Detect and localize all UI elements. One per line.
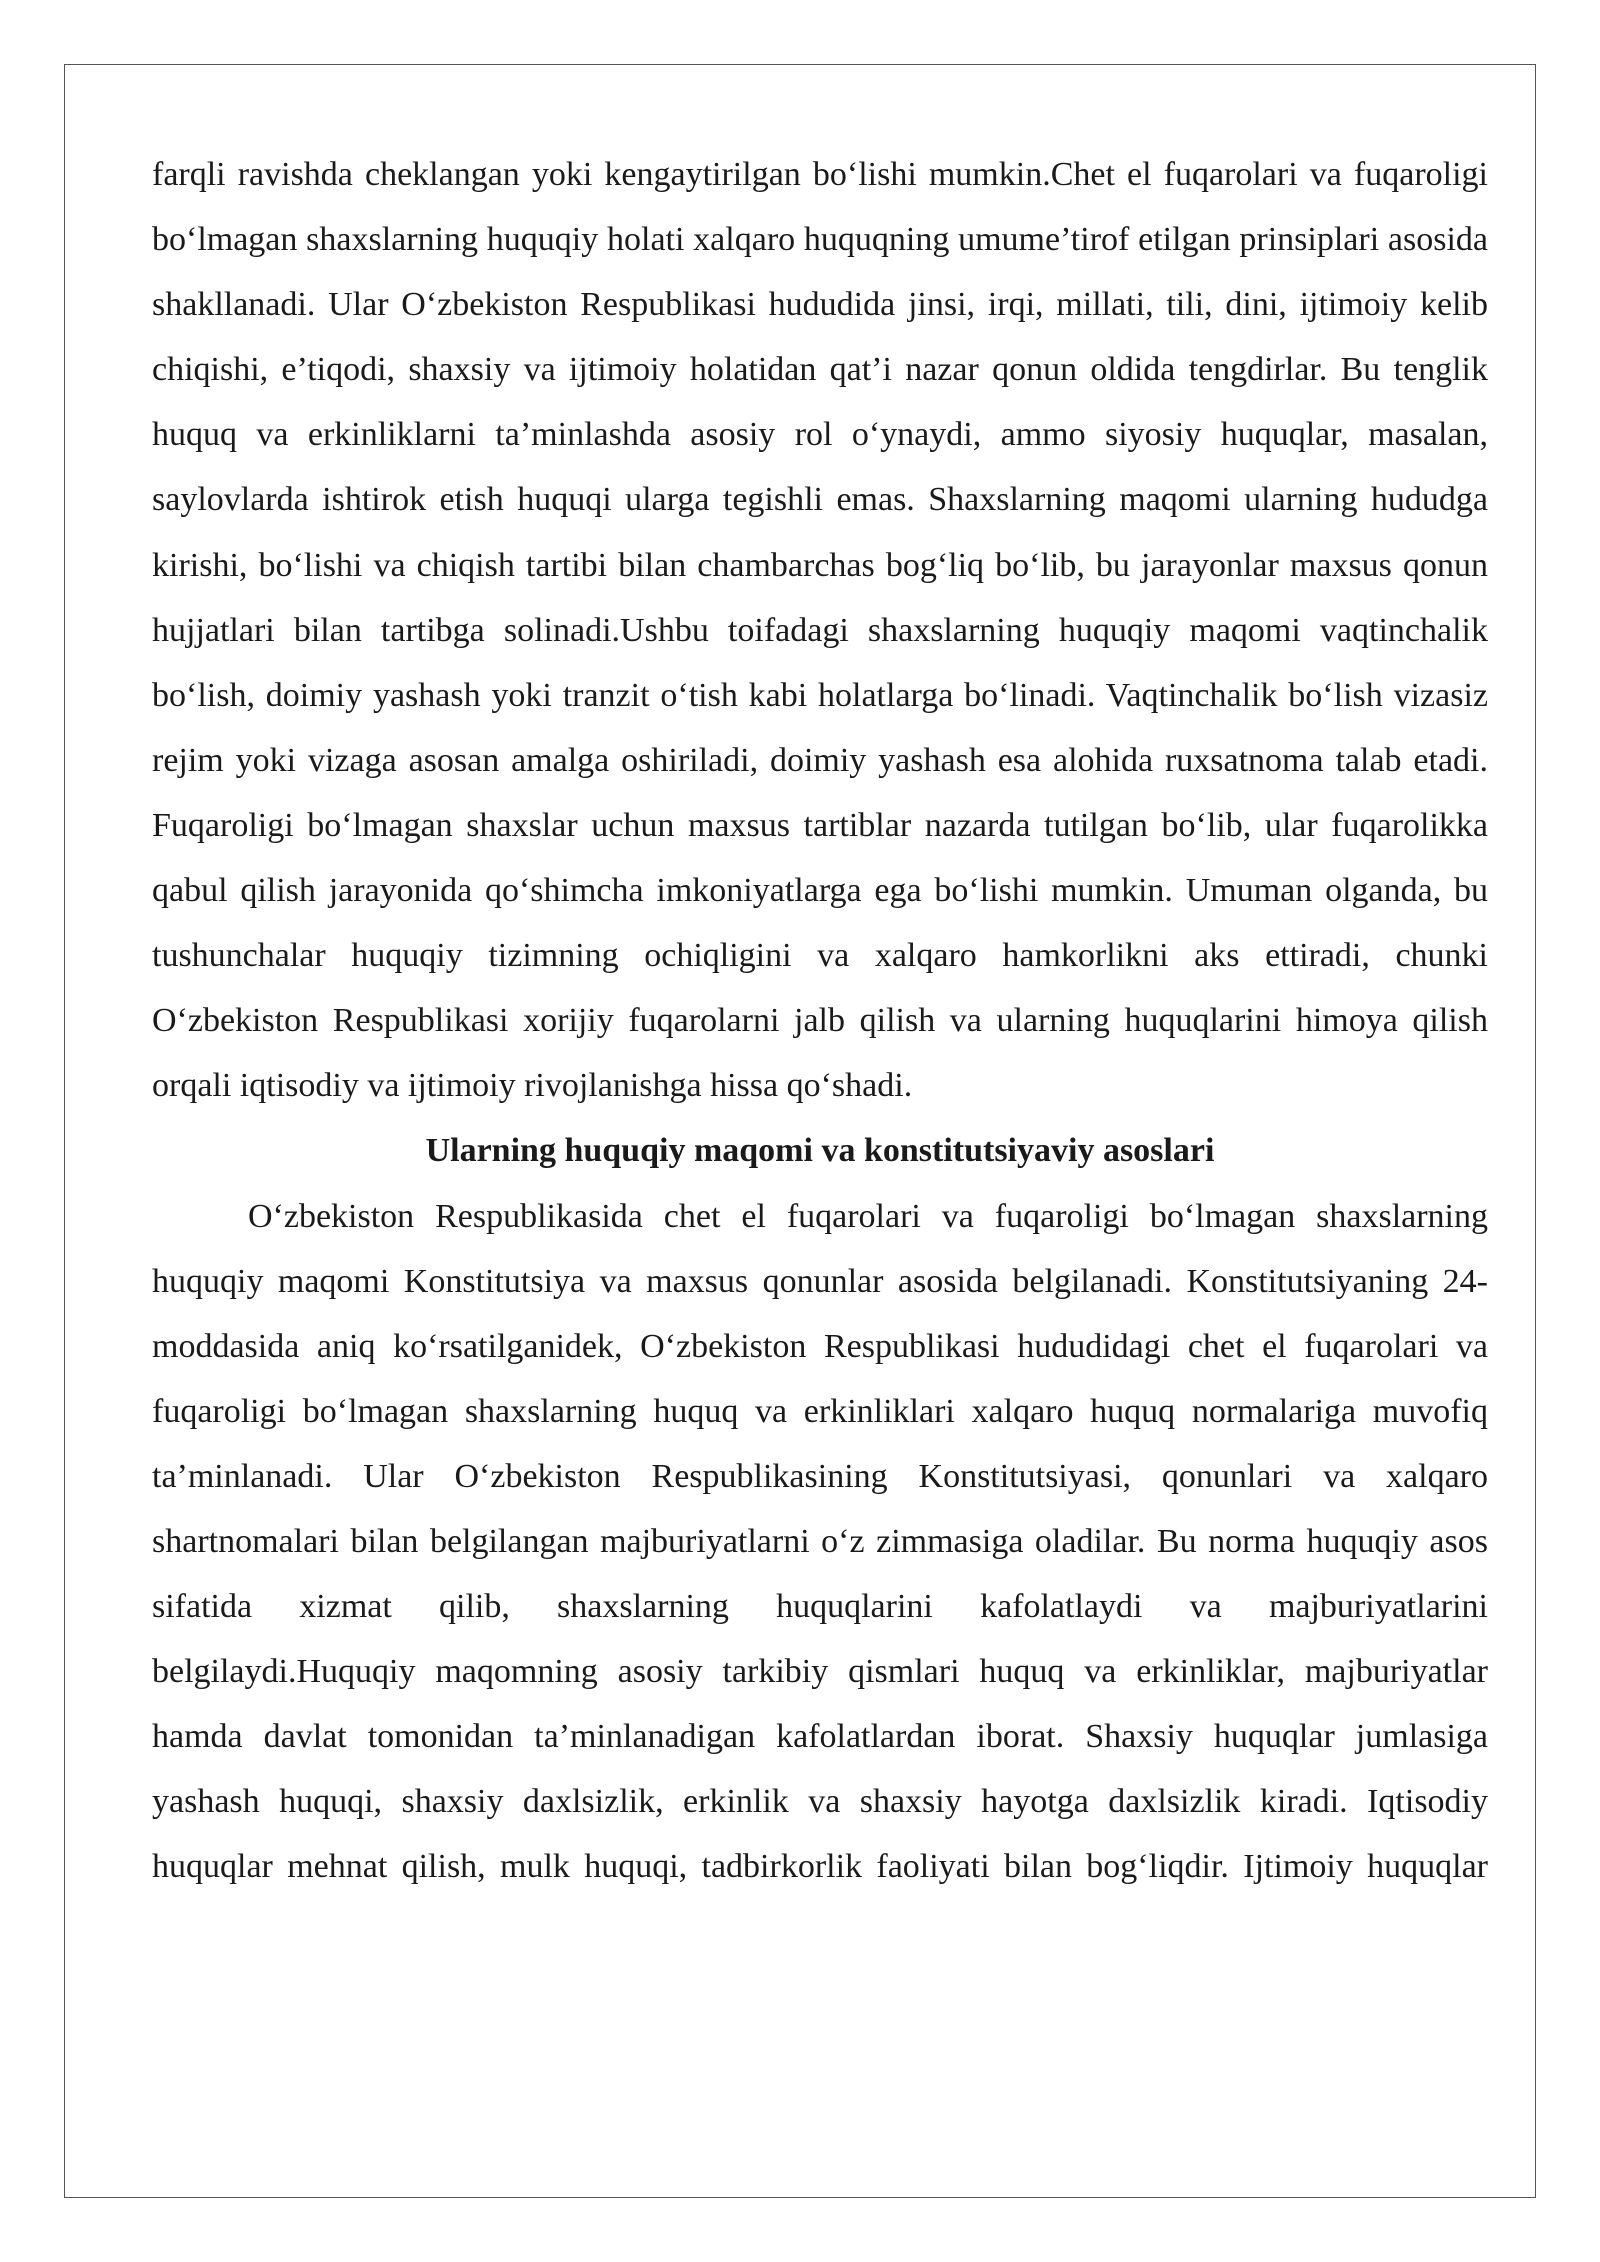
document-body [152, 142, 1488, 1900]
section-heading: Ularning huquqiy maqomi va konstitutsiyaviy asoslari [425, 1132, 1215, 1170]
paragraph-constitutional-basis: O‘zbekiston Respublikasida chet el fuqarolari va fuqaroligi bo‘lmagan shaxslarning huquqiy maqomi Konstitutsiya va maxsus qonunlar asosida belgilanadi. Konstitutsiyaning 24-moddasida aniq ko‘rsatilganidek, O‘zbekiston Respublikasi hududidagi chet el fuqarolari va fuqaroligi bo‘lmagan shaxslarning huquq va erkinliklari xalqaro huquq normalariga muvofiq ta’minlanadi. Ular O‘zbekiston Respublikasining Konstitutsiyasi, qonunlari va xalqaro shartnomalari bilan belgilangan majburiyatlarni o‘z zimmasiga oladilar. Bu norma huquqiy asos sifatida xizmat qilib, shaxslarning huquqlarini kafolatlaydi va majburiyatlarini belgilaydi.Huquqiy maqomning asosiy tarkibiy qismlari huquq va erkinliklar, majburiyatlar hamda davlat tomonidan ta’minlanadigan kafolatlardan iborat. Shaxsiy huquqlar jumlasiga yashash huquqi, shaxsiy daxlsizlik, erkinlik va shaxsiy hayotga daxlsizlik kiradi. Iqtisodiy huquqlar mehnat qilish, mulk huquqi, tadbirkorlik faoliyati bilan bog‘liqdir. Ijtimoiy huquqlar [152, 1197, 1488, 1886]
paragraph-continuation: farqli ravishda cheklangan yoki kengaytirilgan bo‘lishi mumkin.Chet el fuqarolari va fuqaroligi bo‘lmagan shaxslarning huquqiy holati xalqaro huquqning umume’tirof etilgan prinsiplari asosida shakllanadi. Ular O‘zbekiston Respublikasi hududida jinsi, irqi, millati, tili, dini, ijtimoiy kelib chiqishi, e’tiqodi, shaxsiy va ijtimoiy holatidan qat’i nazar qonun oldida tengdirlar. Bu tenglik huquq va erkinliklarni ta’minlashda asosiy rol o‘ynaydi, ammo siyosiy huquqlar, masalan, saylovlarda ishtirok etish huquqi ularga tegishli emas. Shaxslarning maqomi ularning hududga kirishi, bo‘lishi va chiqish tartibi bilan chambarchas bog‘liq bo‘lib, bu jarayonlar maxsus qonun hujjatlari bilan tartibga solinadi.Ushbu toifadagi shaxslarning huquqiy maqomi vaqtinchalik bo‘lish, doimiy yashash yoki tranzit o‘tish kabi holatlarga bo‘linadi. Vaqtinchalik bo‘lish vizasiz rejim yoki vizaga asosan amalga oshiriladi, doimiy yashash esa alohida ruxsatnoma talab etadi. Fuqaroligi bo‘lmagan shaxslar uchun maxsus tartiblar nazarda tutilgan bo‘lib, ular fuqarolikka qabul qilish jarayonida qo‘shimcha imkoniyatlarga ega bo‘lishi mumkin. Umuman olganda, bu tushunchalar huquqiy tizimning ochiqligini va xalqaro hamkorlikni aks ettiradi, chunki O‘zbekiston Respublikasi xorijiy fuqarolarni jalb qilish va ularning huquqlarini himoya qilish orqali iqtisodiy va ijtimoiy rivojlanishga hissa qo‘shadi. [152, 156, 1488, 1105]
